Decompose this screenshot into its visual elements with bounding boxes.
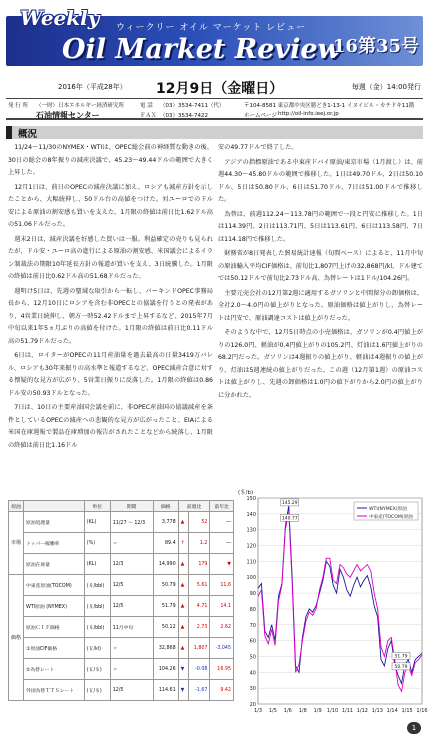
row-arrow: ▼ [178, 680, 188, 701]
paragraph: 7日は、10日の主要産油国会議を前に、非OPEC産油国の協議減産を条件としているOPECの減産への悲観的な見方が広がったこと、EIAによる米国在庫週報で製品在庫増加の報告がされたことなどから続落し、1月限の終値は前日比1.16ドル [8, 404, 213, 449]
row-unit: (KL) [84, 512, 110, 533]
paragraph: 財務省が8日発表した貿易統計速報（旬間ベース）によると、11月中旬の原油輸入平均CIF価格は、前旬比1,807円上げの32,868円/kl、ドル建てでは50.12ドルで前旬比2.73ドル高、為替レートは1ドル/104.26円。 [218, 250, 423, 282]
y-tick-label: 110 [246, 559, 256, 566]
row-name: 原油処理量 [24, 512, 85, 533]
row-name: WTI原油 (NYMEX) [24, 596, 85, 617]
tel-label: 電 話 [140, 103, 153, 109]
group-price-cell: 価格 [9, 575, 24, 701]
x-tick-label: 1/9 [313, 708, 322, 714]
group-market-cell: 市場 [9, 512, 24, 575]
table-header-cell: 前週比 [178, 501, 210, 512]
row-week-change: 1.2 [189, 533, 210, 554]
paragraph: 安の49.77ドルで終了した。 [218, 144, 298, 151]
homepage-label: ホームページ [244, 113, 277, 119]
row-price: 3,778 [153, 512, 178, 533]
page-number: 1 [407, 722, 421, 734]
table-row [9, 659, 234, 680]
publisher-unit: 石油情報センター [36, 111, 100, 120]
section-title: 概況 [18, 129, 38, 140]
row-year-change: ― [210, 533, 234, 554]
x-tick-label: 1/11 [341, 708, 354, 714]
paragraph: 週末2日は、減産決議を好感した買いは一服。利益確定の売りも見られたが、ドル安・ユーロ高の進行による原油の割安感、米国議会によるイラン制裁法の期限10年延長方針の報道が買いを支え、3日続騰した。1月限の終値は前日比0.62ドル高の51.68ドルだった。 [8, 235, 213, 280]
row-week-change: -0.08 [189, 659, 210, 680]
row-year-change: ▼ [210, 554, 234, 575]
paragraph: 11/24〜11/30のNYMEX・WTIは、OPEC総会前の神経質な動きの後、30日の総会の8年振りの減産決議で、45.23〜49.44ドルの範囲で大きく上昇した。 [8, 144, 213, 176]
y-tick-label: 130 [246, 527, 256, 534]
data-label: 50.79 [394, 664, 408, 670]
row-week-change: 179 [189, 554, 210, 575]
row-name: 原油在庫量 [24, 554, 85, 575]
row-arrow: ▲ [178, 512, 188, 533]
publisher-label: 発 行 所 [8, 103, 28, 109]
row-price: 51.79 [153, 596, 178, 617]
row-price: 50.12 [153, 617, 178, 638]
row-week-change: 1,807 [189, 638, 210, 659]
row-period: 12/5 [110, 596, 153, 617]
x-tick-label: 1/3 [253, 708, 263, 714]
row-name: 中東産原油(TOCOM) [24, 575, 85, 596]
table-row [9, 596, 234, 617]
row-price: 14,990 [153, 554, 178, 575]
legend-label: 中東産(TOCOM)原油 [369, 514, 413, 520]
dateline [6, 78, 423, 96]
row-unit: (￥/＄) [84, 680, 110, 701]
row-name: 原油ＣＩＦ価格 [24, 617, 85, 638]
row-name: トッパー稼働率 [24, 533, 85, 554]
data-label: 51.79 [394, 654, 408, 660]
issue-number: 16第35号 [332, 36, 419, 57]
masthead [6, 4, 423, 76]
x-tick-label: 1/12 [356, 708, 368, 714]
y-tick-label: 50 [249, 654, 256, 661]
y-tick-label: 150 [246, 496, 256, 502]
publication-year: 2016年（平成28年） [58, 83, 127, 91]
table-header-cell [24, 501, 85, 512]
y-tick-label: 60 [249, 638, 256, 645]
row-unit: (＄/bbl) [84, 575, 110, 596]
row-unit: (＄/bbl) [84, 596, 110, 617]
price-table-body [9, 512, 234, 701]
table-row [9, 554, 234, 575]
y-tick-label: 140 [246, 511, 256, 518]
paragraph: 12月1日は、前日のOPECの減産決議に加え、ロシアも減産方針を示したことから、大幅続伸し、50ドル台の高値をつけた。対ユーロでのドル安による原油の割安感も買いを支えた。1月限の終値は前日比1.62ドル高の51.06ドルだった。 [8, 183, 213, 228]
x-tick-label: 1/16 [416, 708, 428, 714]
row-year-change: 11.6 [210, 575, 234, 596]
row-period: 12/3 [110, 554, 153, 575]
row-unit: (￥/＄) [84, 659, 110, 680]
paragraph: 週明け5日は、先週の聖域な取引から一転し、バーキンドOPEC事務局長から、12月10日にロシアを含む非OPECとの協議を行うとの発表があり、4営業日続伸し、朝方一時52.42ドルまで上昇するなど、2015年7月中旬以来1年5ヵ月ぶりの高値を付けた。1月限の終値は前日比0.11ドル高の51.79ドルだった。 [8, 287, 213, 345]
table-header-cell: 期間 [110, 501, 153, 512]
crude-price-chart [236, 484, 426, 718]
row-unit: (%) [84, 533, 110, 554]
row-arrow: ↑ [178, 533, 188, 554]
row-arrow: ▲ [178, 638, 188, 659]
row-price: 50.79 [153, 575, 178, 596]
row-period: 〃 [110, 638, 153, 659]
row-period: 11/27 ～ 12/3 [110, 512, 153, 533]
row-week-change: 5.61 [189, 575, 210, 596]
row-year-change: 16.95 [210, 659, 234, 680]
y-axis-label: (＄/b) [238, 490, 254, 496]
row-week-change: -1.67 [189, 680, 210, 701]
x-tick-label: 1/14 [386, 708, 398, 714]
publication-frequency: 毎週（金）14:00発行 [351, 83, 421, 91]
y-tick-label: 40 [249, 670, 256, 677]
table-header-row [9, 501, 234, 512]
tel-number: （03）3534-7411（代） [160, 103, 225, 109]
masthead-title: Oil Market Review [62, 34, 341, 65]
row-price: 114.61 [153, 680, 178, 701]
data-label: 145.29 [281, 500, 298, 506]
table-row [9, 617, 234, 638]
fax-label: ＦＡＸ [140, 113, 157, 119]
y-tick-label: 90 [249, 591, 256, 598]
row-arrow: ▼ [178, 659, 188, 680]
row-name: ①原油CIF価格 [24, 638, 85, 659]
row-year-change: 9.42 [210, 680, 234, 701]
section-header [6, 126, 423, 139]
row-price: 89.4 [153, 533, 178, 554]
row-period: 12/5 [110, 680, 153, 701]
x-tick-label: 1/5 [268, 708, 277, 714]
row-arrow: ▲ [178, 617, 188, 638]
row-year-change: 2.62 [210, 617, 234, 638]
x-tick-label: 1/6 [283, 708, 292, 714]
article-left-column [8, 142, 213, 454]
row-year-change: ― [210, 512, 234, 533]
row-price: 32,868 [153, 638, 178, 659]
row-period: 11月中旬 [110, 617, 153, 638]
table-row [9, 512, 234, 533]
x-tick-label: 1/13 [371, 708, 383, 714]
row-week-change: 52 [189, 512, 210, 533]
row-unit: (＄/bbl) [84, 617, 110, 638]
table-row [9, 638, 234, 659]
x-tick-label: 1/15 [401, 708, 413, 714]
row-arrow: ▲ [178, 554, 188, 575]
homepage-url[interactable]: http://oil-info.ieej.or.jp [278, 111, 339, 117]
row-arrow: ▲ [178, 575, 188, 596]
row-unit: (KL) [84, 554, 110, 575]
row-period: 〃 [110, 659, 153, 680]
y-tick-label: 100 [246, 575, 256, 582]
row-year-change: -3,045 [210, 638, 234, 659]
fax-number: （03）3534-7422 [160, 113, 208, 119]
row-week-change: 4.71 [189, 596, 210, 617]
table-header-cell: 前年比 [210, 501, 234, 512]
row-year-change: 14.1 [210, 596, 234, 617]
row-period: 〃 [110, 533, 153, 554]
table-header-cell: 原油 [9, 501, 24, 512]
row-arrow: ▲ [178, 596, 188, 617]
table-header-cell: 価格 [153, 501, 178, 512]
row-unit: (￥/kl) [84, 638, 110, 659]
masthead-kana: ウィークリー オイル マーケット レビュー [116, 23, 307, 33]
legend-label: WTI(NYMEX)原油 [369, 506, 407, 512]
publisher-info [6, 98, 423, 120]
row-name: ②為替レート [24, 659, 85, 680]
y-tick-label: 80 [249, 606, 256, 613]
data-label: 140.77 [281, 516, 298, 522]
y-tick-label: 20 [249, 702, 256, 708]
table-row [9, 533, 234, 554]
article-right-column [218, 142, 423, 404]
paragraph: そのような中で、12月5日時点の小売価格は、ガソリンが0.4円値上がりの126.0円、軽油が0.4円値上がりの105.2円、灯油は1.6円値上がりの68.2円だった。ガソリンは4週振りの値上がり、軽油は4週振りの値上がり、灯油は5週連続の値上がりだった。この週（12月第1週）の原油コストは値上がりし、先週の卸価格は1.0円の値下がりから2.0円の値上がりに分かれた。 [218, 329, 423, 399]
paragraph: 為替は、前週112.24〜113.78円の範囲で一段と円安に推移した。1日は114.39円、2日は113.71円、5日は113.61円、6日は113.58円、7日は114.18円で推移した。 [218, 210, 423, 243]
y-tick-label: 70 [249, 622, 256, 629]
row-name: 外国為替ＴＴＳレート [24, 680, 85, 701]
x-tick-label: 1/8 [298, 708, 307, 714]
x-tick-label: 1/10 [326, 708, 339, 714]
paragraph: 主要元売会社の12月第2週に適用するガソリンと中間留分の卸価格は、全社2.0〜4.0円の値上がりとなった。原油価格は値上がりし、為替レートは円安で、原油調達コストは値上がりだった。 [218, 289, 423, 322]
row-price: 104.26 [153, 659, 178, 680]
table-row [9, 575, 234, 596]
y-tick-label: 120 [246, 543, 256, 550]
table-row [9, 680, 234, 701]
table-header-cell: 単位 [84, 501, 110, 512]
paragraph: 6日は、ロイターがOPECの11月産油量を過去最高の日量3419万バレル、ロシアも30年来振りの高水準と報道するなど、OPEC減産合意に対する懐疑的な見方が広がり、5営業日振りに反落した。1月限の終値は0.86ドル安の50.93ドルとなった。 [8, 352, 213, 397]
paragraph: アジアの指標原油である中東産ドバイ原油/東京市場（1月渡し）は、前週44.30〜45.80ドルの範囲で推移した。1日は49.70ドル、2日は50.10ドル、5日は50.80ドル、6日は51.70ドル、7日は51.00ドルで推移した。 [218, 158, 423, 203]
publisher-address: 〒104-8581 東京都中央区勝どき1-13-1 イヌイビル・カチドキ11階 [244, 103, 415, 109]
publisher-org: （一財）日本エネルギー経済研究所 [36, 103, 125, 109]
y-tick-label: 30 [249, 686, 256, 693]
masthead-weekly: Weekly [20, 6, 100, 30]
row-week-change: 2.73 [189, 617, 210, 638]
price-table [8, 500, 234, 701]
publication-date: 12月9日（金曜日） [156, 81, 284, 97]
row-period: 12/5 [110, 575, 153, 596]
